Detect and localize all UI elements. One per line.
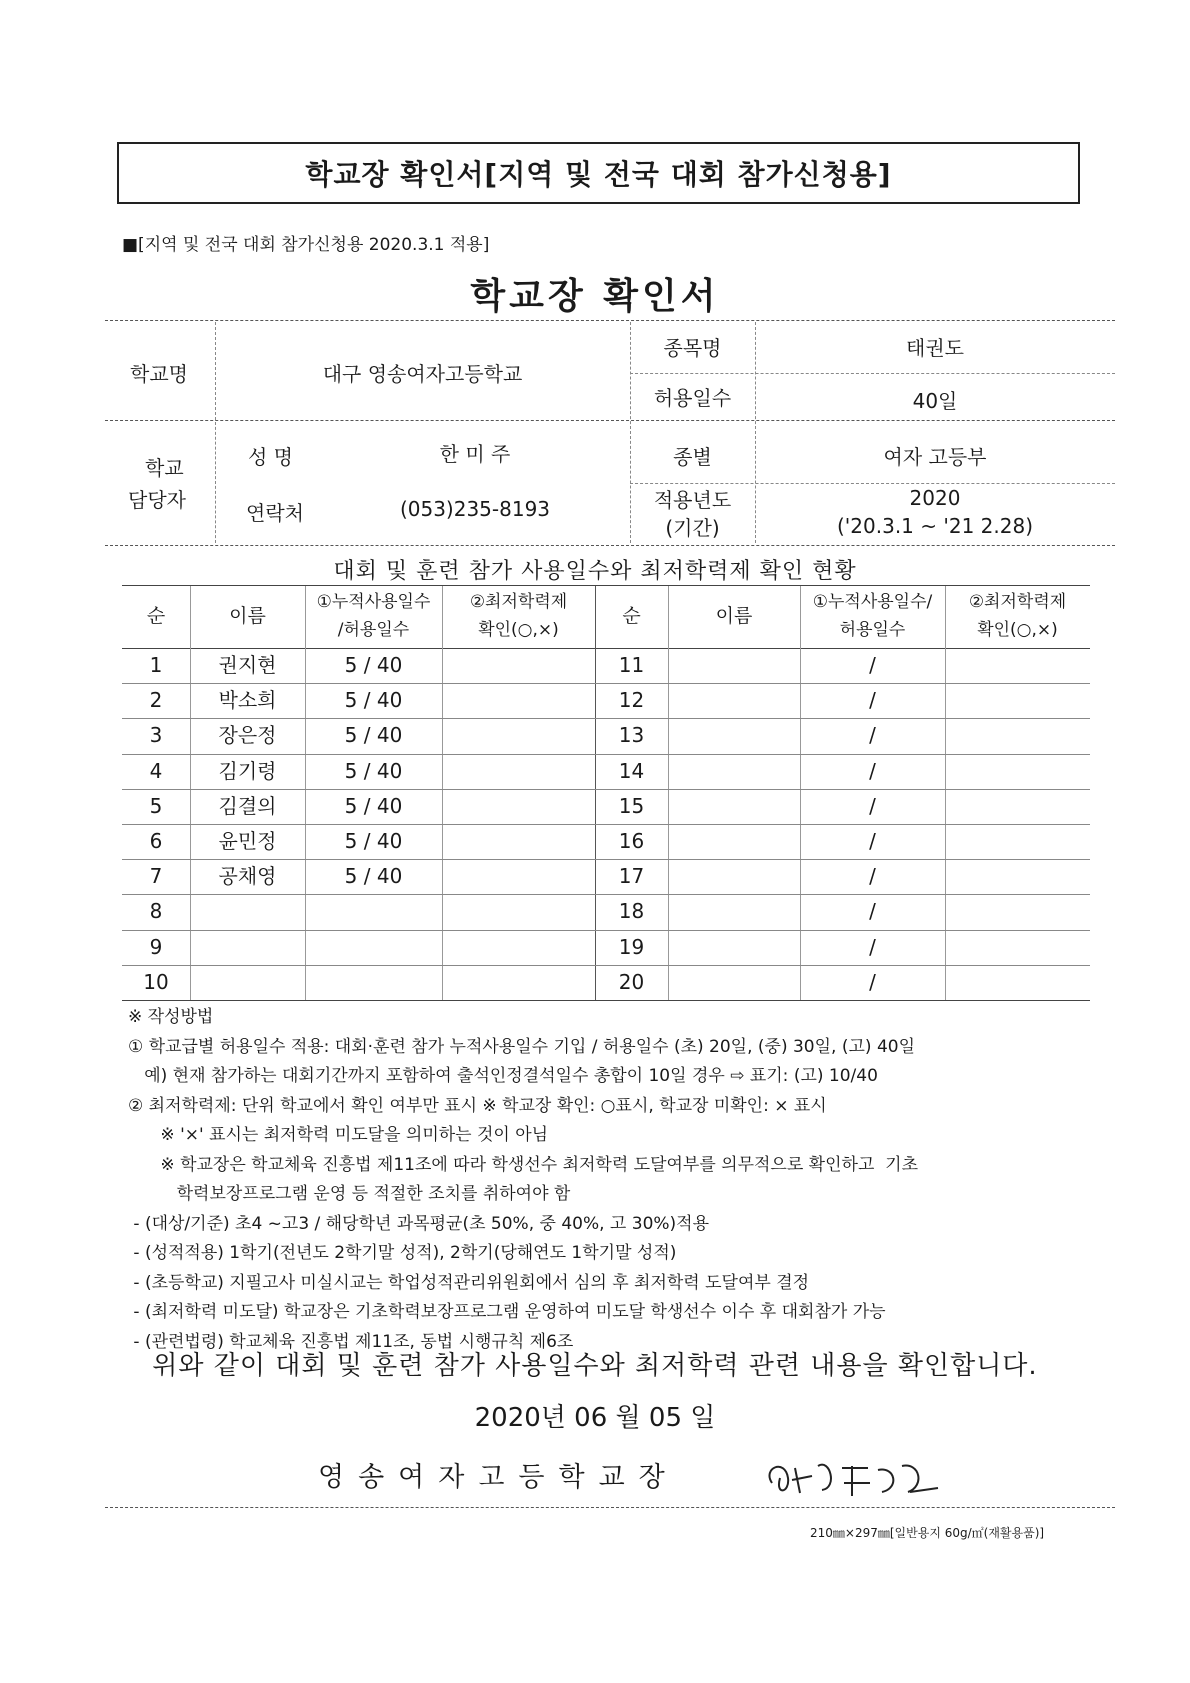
period-value: ('20.3.1 ~ '21 2.28) — [836, 514, 1034, 538]
cell-check — [945, 648, 1090, 683]
cell-check — [442, 930, 595, 965]
cell-days: 5 / 40 — [344, 723, 403, 748]
cell-days: 5 / 40 — [344, 653, 403, 677]
header-check-right-line1: ②최저학력제 — [968, 592, 1067, 612]
note-line: - (초등학교) 지필고사 미실시교는 학업성적관리위원회에서 심의 후 최저학력 도달여부 결정 — [128, 1272, 810, 1293]
cell-check — [442, 648, 595, 683]
cell-name — [668, 859, 800, 894]
principal-signature — [760, 1448, 950, 1508]
event-label: 종목명 — [663, 336, 722, 360]
table-bottom-border — [122, 1000, 1090, 1001]
cell-no: 19 — [618, 934, 645, 959]
school-label: 학교명 — [130, 362, 188, 386]
note-line: ※ 학교장은 학교체육 진흥법 제11조에 따라 학생선수 최저학력 도달여부를 의무적으로 확인하고 기초 — [128, 1154, 919, 1175]
cell-no: 18 — [618, 899, 645, 924]
year-value: 2020 — [909, 486, 961, 510]
header-check-line1: ②최저학력제 — [469, 592, 568, 612]
confirmation-text: 위와 같이 대회 및 훈련 참가 사용일수와 최저학력 관련 내용을 확인합니다. — [152, 1351, 1038, 1381]
cell-check — [945, 859, 1090, 894]
cell-days — [305, 930, 442, 965]
header-name-right: 이름 — [715, 605, 753, 627]
header-days-right-line2: 허용일수 — [839, 620, 906, 640]
cell-no: 20 — [618, 969, 645, 994]
cell-no: 13 — [618, 723, 645, 748]
header-no-right: 순 — [622, 605, 641, 627]
cell-days: 5 / 40 — [344, 793, 403, 818]
cell-no: 12 — [618, 688, 645, 713]
note-line: 학력보장프로그램 운영 등 적절한 조치를 취하여야 함 — [128, 1184, 571, 1204]
cell-days: / — [869, 758, 876, 783]
note-line: ① 학교급별 허용일수 적용: 대회·훈련 참가 누적사용일수 기입 / 허용일수 (초) 20일, (중) 30일, (고) 40일 — [128, 1036, 916, 1057]
date-text: 2020년 06 월 05 일 — [474, 1403, 716, 1433]
cell-check — [442, 754, 595, 789]
year-label-period: (기간) — [665, 516, 720, 540]
name-value: 한 미 주 — [439, 442, 511, 466]
cell-name — [668, 648, 800, 683]
cell-check — [945, 754, 1090, 789]
cell-no: 15 — [618, 793, 645, 818]
section-title: 대회 및 훈련 참가 사용일수와 최저학력제 확인 현황 — [333, 559, 857, 584]
bottom-divider — [105, 1507, 1115, 1508]
cell-name — [668, 718, 800, 753]
cell-name — [190, 894, 305, 929]
cell-days: 5 / 40 — [344, 758, 403, 783]
cell-check — [442, 718, 595, 753]
header-check-right — [945, 588, 1090, 644]
header-title: 학교장 확인서[지역 및 전국 대회 참가신청용] — [305, 158, 892, 191]
cell-check — [945, 930, 1090, 965]
cell-name: 권지현 — [218, 653, 277, 677]
cell-check — [945, 718, 1090, 753]
divider — [105, 420, 1115, 421]
cell-days: / — [869, 969, 876, 994]
cell-days: / — [869, 723, 876, 748]
cell-no: 8 — [149, 899, 163, 924]
header-check-right-line2: 확인(○,×) — [977, 620, 1058, 640]
principal-name: 영송여자고등학교장 — [318, 1462, 679, 1493]
cell-name: 장은정 — [218, 723, 277, 748]
cell-name — [668, 930, 800, 965]
header-no: 순 — [146, 605, 166, 627]
allowed-days-label: 허용일수 — [653, 386, 732, 410]
divider — [105, 545, 1115, 546]
cell-check — [945, 894, 1090, 929]
staff-label: 담당자 — [128, 488, 186, 512]
writing-instructions — [128, 1003, 1118, 1357]
cell-no: 5 — [149, 793, 163, 818]
header-days-line1: ①누적사용일수 — [316, 592, 431, 612]
cell-name: 김기령 — [218, 758, 277, 783]
header-days — [305, 588, 442, 644]
cell-name: 공채영 — [218, 864, 277, 889]
cell-name — [668, 683, 800, 718]
cell-no: 3 — [149, 723, 163, 748]
year-label: 적용년도 — [653, 488, 732, 512]
note-line: 예) 현재 참가하는 대회기간까지 포함하여 출석인정결석일수 총합이 10일 경우 ⇨ 표기: (고) 10/40 — [128, 1066, 878, 1086]
cell-name — [190, 930, 305, 965]
cell-check — [442, 824, 595, 859]
note-line: - (최저학력 미도달) 학교장은 기초학력보장프로그램 운영하여 미도달 학생선수 이수 후 대회참가 가능 — [128, 1302, 886, 1322]
cell-check — [442, 965, 595, 1000]
cell-days: / — [869, 688, 876, 713]
cell-check — [442, 894, 595, 929]
document-header-box — [117, 142, 1080, 204]
cell-no: 10 — [143, 969, 169, 994]
cell-days: 5 / 40 — [344, 688, 403, 713]
cell-check — [442, 859, 595, 894]
note-line: - (대상/기준) 초4 ~고3 / 해당학년 과목평균(초 50%, 중 40%, 고 30%)적용 — [128, 1213, 710, 1234]
header-check — [442, 588, 595, 644]
cell-check — [442, 789, 595, 824]
cell-name — [668, 824, 800, 859]
cell-days: / — [869, 793, 876, 818]
category-value: 여자 고등부 — [883, 445, 987, 469]
cell-days: / — [869, 653, 876, 677]
cell-no: 6 — [149, 829, 163, 853]
event-value: 태권도 — [906, 336, 964, 360]
cell-no: 17 — [618, 864, 645, 889]
category-label: 종별 — [673, 445, 712, 469]
cell-no: 1 — [149, 653, 163, 677]
name-label: 성 명 — [248, 445, 293, 469]
note-line: ② 최저학력제: 단위 학교에서 확인 여부만 표시 ※ 학교장 확인: ○표시, 학교장 미확인: × 표시 — [128, 1095, 827, 1116]
header-days-line2: /허용일수 — [337, 620, 410, 640]
note-line: - (성적적용) 1학기(전년도 2학기말 성적), 2학기(당해연도 1학기말 성적) — [128, 1243, 677, 1263]
note-line: ※ 작성방법 — [128, 1007, 214, 1027]
cell-check — [945, 965, 1090, 1000]
cell-no: 16 — [618, 829, 645, 853]
cell-no: 2 — [149, 688, 163, 713]
contact-value: (053)235-8193 — [399, 497, 551, 521]
cell-name: 박소희 — [218, 688, 277, 713]
cell-name: 김결의 — [218, 793, 277, 818]
cell-days: / — [869, 864, 876, 889]
cell-no: 11 — [618, 653, 645, 677]
note-line: - (관련법령) 학교체육 진흥법 제11조, 동법 시행규칙 제6조 — [128, 1331, 574, 1352]
cell-days: / — [869, 934, 876, 959]
cell-days: 5 / 40 — [344, 864, 403, 889]
divider — [215, 422, 216, 543]
school-value: 대구 영송여자고등학교 — [322, 362, 523, 386]
header-days-right — [800, 588, 945, 644]
cell-name — [668, 894, 800, 929]
cell-check — [945, 824, 1090, 859]
subtitle: ■[지역 및 전국 대회 참가신청용 2020.3.1 적용] — [122, 235, 490, 255]
note-line: ※ '×' 표시는 최저학력 미도달을 의미하는 것이 아님 — [128, 1125, 549, 1145]
cell-name — [668, 789, 800, 824]
cell-name — [668, 754, 800, 789]
cell-days — [305, 894, 442, 929]
allowed-days-value: 40일 — [912, 389, 958, 413]
cell-days: / — [869, 829, 876, 853]
cell-no: 7 — [149, 864, 163, 889]
cell-no: 4 — [149, 758, 163, 783]
cell-days: / — [869, 899, 876, 924]
cell-days — [305, 965, 442, 1000]
cell-name — [190, 965, 305, 1000]
staff-label: 학교 — [145, 456, 184, 480]
contact-label: 연락처 — [246, 501, 304, 525]
paper-spec: 210㎜×297㎜[일반용지 60g/㎡(재활용품)] — [810, 1526, 1045, 1540]
cell-check — [442, 683, 595, 718]
cell-check — [945, 789, 1090, 824]
divider — [630, 373, 1115, 374]
cell-check — [945, 683, 1090, 718]
cell-no: 9 — [149, 934, 163, 959]
header-check-line2: 확인(○,×) — [478, 620, 559, 640]
header-days-right-line1: ①누적사용일수/ — [812, 592, 933, 612]
cell-days: 5 / 40 — [344, 829, 403, 853]
header-name: 이름 — [229, 605, 266, 627]
divider — [105, 320, 1115, 321]
cell-no: 14 — [618, 758, 645, 783]
cell-name — [668, 965, 800, 1000]
cell-name: 윤민정 — [218, 829, 277, 853]
page-title: 학교장 확인서 — [470, 276, 720, 317]
